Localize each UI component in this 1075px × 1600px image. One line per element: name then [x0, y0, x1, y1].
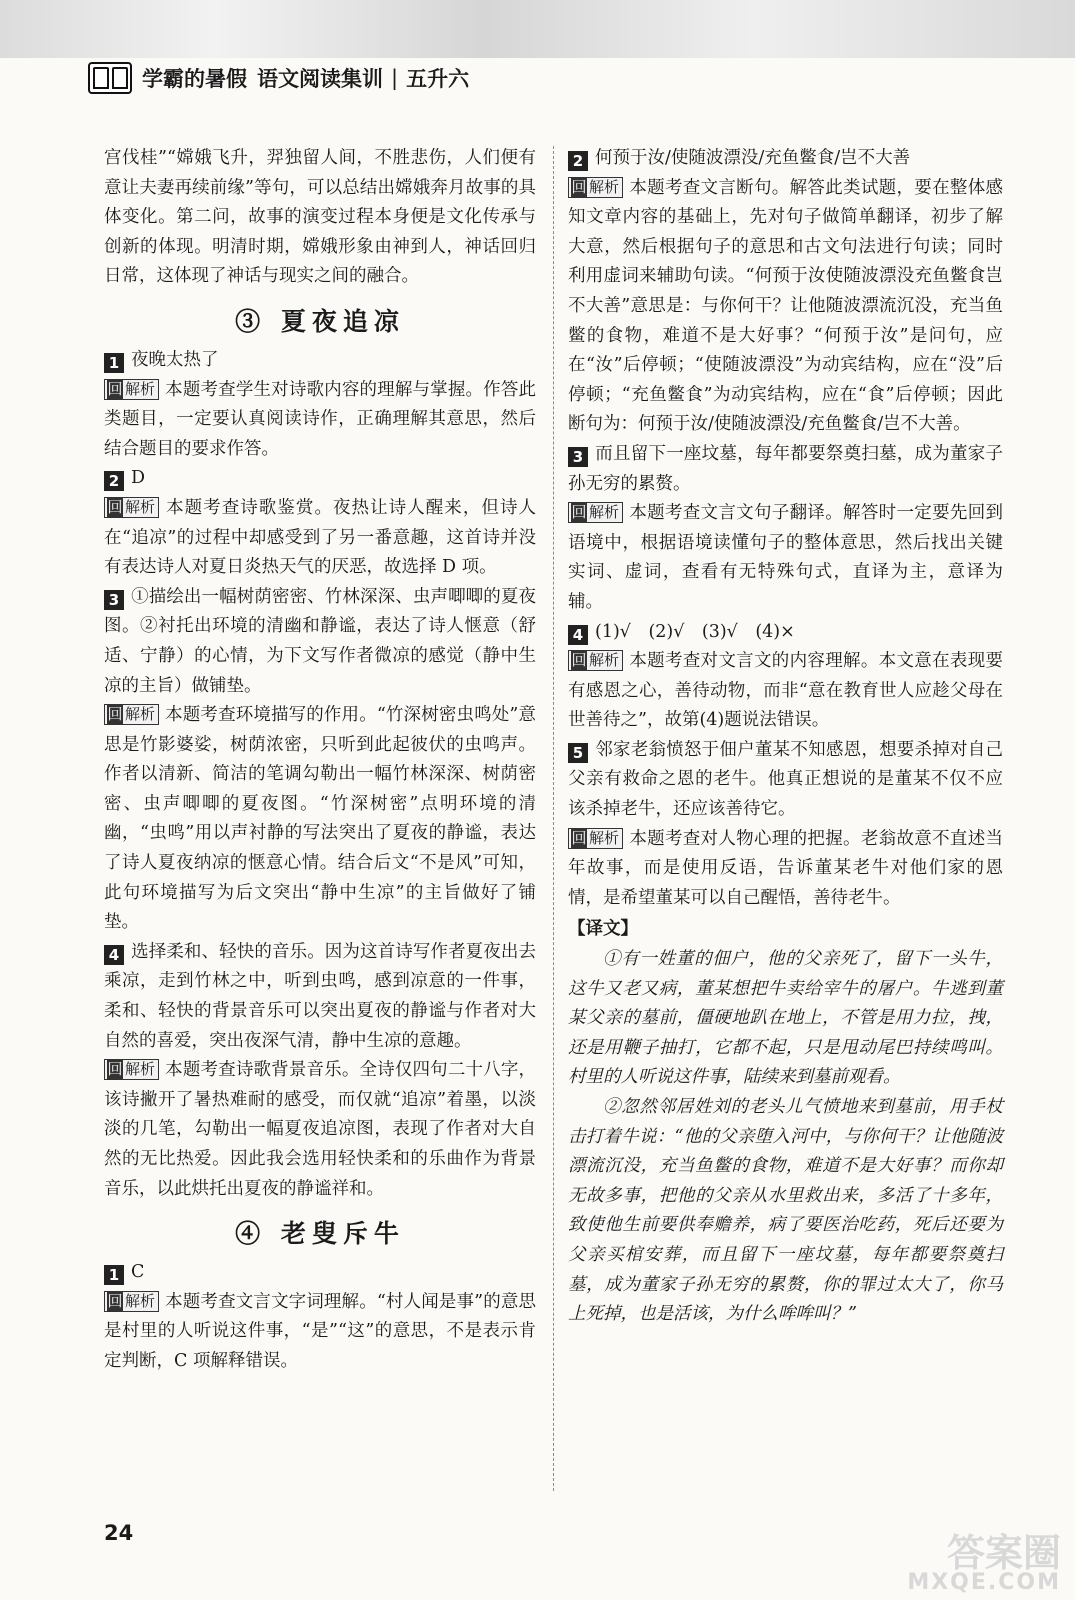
- analysis-tag: [568, 502, 623, 523]
- question-number: 1: [104, 353, 124, 373]
- analysis-text: 本题考查环境描写的作用。“竹深树密虫鸣处”意思是竹影婆娑，树荫浓密，只听到此起彼伏的虫鸣声。作者以清新、简洁的笔调勾勒出一幅竹林深深、树荫密密、虫声唧唧的夏夜图。“竹深树密”点明环境的清幽，“虫鸣”用以声衬静的写法突出了夏夜的静谧，表达了诗人夏夜纳凉的惬意心情。结合后文“不是风”可知，此句环境描写为后文突出“静中生凉”的主旨做好了铺垫。: [104, 705, 536, 933]
- page-number: 24: [104, 1521, 134, 1545]
- analysis-tag-icon: 回: [571, 828, 587, 847]
- answer-line: [568, 736, 1003, 825]
- question-block: [568, 144, 1003, 440]
- translation-paragraph: ①有一姓董的佃户，他的父亲死了，留下一头牛，这牛又老又病，董某想把牛卖给宰牛的屠户。牛逃到董某父亲的墓前，僵硬地趴在地上，不管是用力拉，拽，还是用鞭子抽打，它都不起，只是甩动尾巴持续鸣叫。村里的人听说这件事，陆续来到墓前观看。: [568, 949, 1003, 1088]
- answer-text: D: [131, 468, 146, 489]
- question-block: [104, 346, 536, 464]
- analysis-tag: [568, 828, 623, 849]
- right-column: [568, 144, 1003, 1330]
- analysis-line: [104, 494, 536, 583]
- site-watermark: [907, 1531, 1061, 1595]
- question-block: [568, 440, 1003, 618]
- grade-label: 五升六: [406, 67, 470, 91]
- analysis-tag-icon: 回: [107, 497, 123, 516]
- analysis-tag: [568, 177, 623, 198]
- analysis-tag-label: 解析: [125, 1060, 156, 1079]
- question-number: 2: [568, 151, 588, 171]
- column-divider: [553, 146, 554, 1491]
- answer-line: [568, 144, 1003, 174]
- analysis-line: [568, 825, 1003, 914]
- translation-block: [568, 915, 1003, 1329]
- analysis-text: 本题考查对人物心理的把握。老翁故意不直述当年故事，而是使用反语，告诉董某老牛对他们家的恩情，是希望董某可以自己醒悟，善待老牛。: [568, 828, 1003, 908]
- book-subtitle: 语文阅读集训: [257, 67, 383, 91]
- answer-text: 邻家老翁愤怒于佃户董某不知感恩，想要杀掉对自己父亲有救命之恩的老牛。他真正想说的是董某不仅不应该杀掉老牛，还应该善待它。: [568, 739, 1003, 820]
- section-title-4: ④ 老叟斥牛: [235, 1219, 405, 1249]
- analysis-line: [104, 1056, 536, 1204]
- question-number: 3: [568, 447, 588, 467]
- analysis-text: 本题考查文言文句子翻译。解答时一定要先回到语境中，根据语境读懂句子的整体意思，然后找出关键实词、虚词，查看有无特殊句式，直译为主，意译为辅。: [568, 503, 1003, 612]
- analysis-tag: [568, 650, 623, 671]
- answer-text: (1)√ (2)√ (3)√ (4)×: [595, 621, 795, 642]
- answer-line: [104, 938, 536, 1056]
- translation-paragraph: ②忽然邻居姓刘的老头儿气愤地来到墓前，用手杖击打着牛说：“他的父亲堕入河中，与你何干？让他随波漂流沉没，充当鱼鳖的食物，难道不是大好事？而你却无故多事，把他的父亲从水里救出来，多活了十多年，致使他生前要供奉赡养，病了要医治吃药，死后还要为父亲买棺安葬，而且留下一座坟墓，每年都要祭奠扫墓，成为董家子孙无穷的累赘，你的罪过太大了，你马上死掉，也是活该，为什么哞哞叫？”: [568, 1097, 1003, 1325]
- answer-line: [568, 440, 1003, 499]
- question-block: [104, 464, 536, 582]
- analysis-tag-label: 解析: [589, 177, 620, 196]
- question-block: [104, 583, 536, 938]
- answer-text: 何预于汝/使随波漂没/充鱼鳖食/岂不大善: [595, 148, 911, 168]
- translation-heading: 【译文】: [568, 919, 638, 940]
- analysis-line: [104, 701, 536, 938]
- analysis-text: 本题考查文言文字词理解。“村人闻是事”的意思是村里的人听说这件事，“是”“这”的意思，不是表示肯定判断，C 项解释错误。: [104, 1291, 536, 1371]
- question-block: [568, 618, 1003, 736]
- analysis-tag-icon: 回: [107, 1060, 123, 1079]
- analysis-line: [104, 1288, 536, 1377]
- analysis-text: 本题考查诗歌鉴赏。夜热让诗人醒来，但诗人在“追凉”的过程中却感受到了另一番意趣，这首诗并没有表达诗人对夏日炎热天气的厌恶，故选择 D 项。: [104, 497, 536, 578]
- section-title-3: ③ 夏夜追凉: [235, 306, 405, 336]
- analysis-tag-label: 解析: [125, 497, 156, 516]
- question-number: 2: [104, 471, 124, 491]
- page-top-border: [0, 0, 1075, 58]
- question-number: 4: [568, 625, 588, 645]
- answer-text: ①描绘出一幅树荫密密、竹林深深、虫声唧唧的夏夜图。②衬托出环境的清幽和静谧，表达了诗人惬意（舒适、宁静）的心情，为下文写作者微凉的感觉（静中生凉的主旨）做铺垫。: [104, 586, 536, 696]
- watermark-url: MXQE.COM: [907, 1570, 1061, 1595]
- continued-paragraph: 宫伐桂”“嫦娥飞升，羿独留人间，不胜悲伤，人们便有意让夫妻再续前缘”等句，可以总结出嫦娥奔月故事的具体变化。第二问，故事的演变过程本身便是文化传承与创新的体现。明清时期，嫦娥形象由神到人，神话回归日常，这体现了神话与现实之间的融合。: [104, 148, 536, 287]
- analysis-tag: [104, 704, 159, 725]
- question-block: [568, 736, 1003, 914]
- analysis-tag-label: 解析: [589, 828, 620, 847]
- answer-text: 而且留下一座坟墓，每年都要祭奠扫墓，成为董家子孙无穷的累赘。: [568, 443, 1003, 494]
- answer-text: 夜晚太热了: [131, 349, 219, 370]
- analysis-tag: [104, 379, 159, 400]
- analysis-tag-icon: 回: [107, 1291, 123, 1310]
- answer-line: [104, 1258, 536, 1288]
- answer-line: [104, 583, 536, 701]
- book-header: [88, 60, 469, 96]
- analysis-tag-icon: 回: [571, 651, 587, 670]
- analysis-tag-label: 解析: [589, 651, 620, 670]
- book-title: 学霸的暑假: [142, 67, 247, 91]
- watermark-logo-text: 答案圈: [946, 1531, 1061, 1575]
- left-column: [104, 144, 536, 1377]
- analysis-tag-icon: 回: [571, 177, 587, 196]
- analysis-tag-icon: 回: [571, 503, 587, 522]
- analysis-tag-label: 解析: [589, 503, 620, 522]
- analysis-text: 本题考查文言断句。解答此类试题，要在整体感知文章内容的基础上，先对句子做简单翻译，初步了解大意，然后根据句子的意思和古文句法进行句读；同时利用虚词来辅助句读。“何预于汝使随波漂没充鱼鳖食岂不大善”意思是：与你何干？让他随波漂流沉没，充当鱼鳖的食物，难道不是大好事？“何预于汝”是问句，应在“汝”后停顿；“使随波漂没”为动宾结构，应在“没”后停顿；“充鱼鳖食”为动宾结构，应在“食”后停顿；因此断句为：何预于汝/使随波漂没/充鱼鳖食/岂不大善。: [568, 177, 1003, 435]
- analysis-line: [104, 376, 536, 465]
- question-block: [104, 938, 536, 1204]
- analysis-line: [568, 174, 1003, 440]
- analysis-tag-label: 解析: [125, 379, 156, 398]
- answer-line: [568, 618, 1003, 648]
- book-icon: [88, 62, 132, 94]
- analysis-line: [568, 499, 1003, 617]
- header-separator: |: [391, 66, 399, 90]
- analysis-tag: [104, 1059, 159, 1080]
- question-number: 1: [104, 1265, 124, 1285]
- answer-line: [104, 464, 536, 494]
- question-block: [104, 1258, 536, 1376]
- question-number: 3: [104, 590, 124, 610]
- answer-line: [104, 346, 536, 376]
- analysis-text: 本题考查对文言文的内容理解。本文意在表现要有感恩之心，善待动物，而非“意在教育世人应趁父母在世善待之”，故第(4)题说法错误。: [568, 651, 1003, 731]
- analysis-tag-icon: 回: [107, 379, 123, 398]
- answer-text: 选择柔和、轻快的音乐。因为这首诗写作者夏夜出去乘凉，走到竹林之中，听到虫鸣，感到凉意的一件事，柔和、轻快的背景音乐可以突出夏夜的静谧与作者对大自然的喜爱，突出夜深气清，静中生凉的意趣。: [104, 941, 536, 1051]
- analysis-tag-icon: 回: [107, 705, 123, 724]
- analysis-text: 本题考查诗歌背景音乐。全诗仅四句二十八字，该诗撇开了暑热难耐的感受，而仅就“追凉”着墨，以淡淡的几笔，勾勒出一幅夏夜追凉图，表现了作者对大自然的无比热爱。因此我会选用轻快柔和的乐曲作为背景音乐，以此烘托出夏夜的静谧祥和。: [104, 1060, 536, 1199]
- question-number: 5: [568, 743, 588, 763]
- analysis-tag-label: 解析: [125, 1291, 156, 1310]
- analysis-text: 本题考查学生对诗歌内容的理解与掌握。作答此类题目，一定要认真阅读诗作，正确理解其意思，然后结合题目的要求作答。: [104, 379, 536, 459]
- analysis-line: [568, 647, 1003, 736]
- question-number: 4: [104, 945, 124, 965]
- analysis-tag: [104, 497, 159, 518]
- analysis-tag: [104, 1291, 159, 1312]
- answer-text: C: [131, 1262, 145, 1283]
- analysis-tag-label: 解析: [125, 705, 156, 724]
